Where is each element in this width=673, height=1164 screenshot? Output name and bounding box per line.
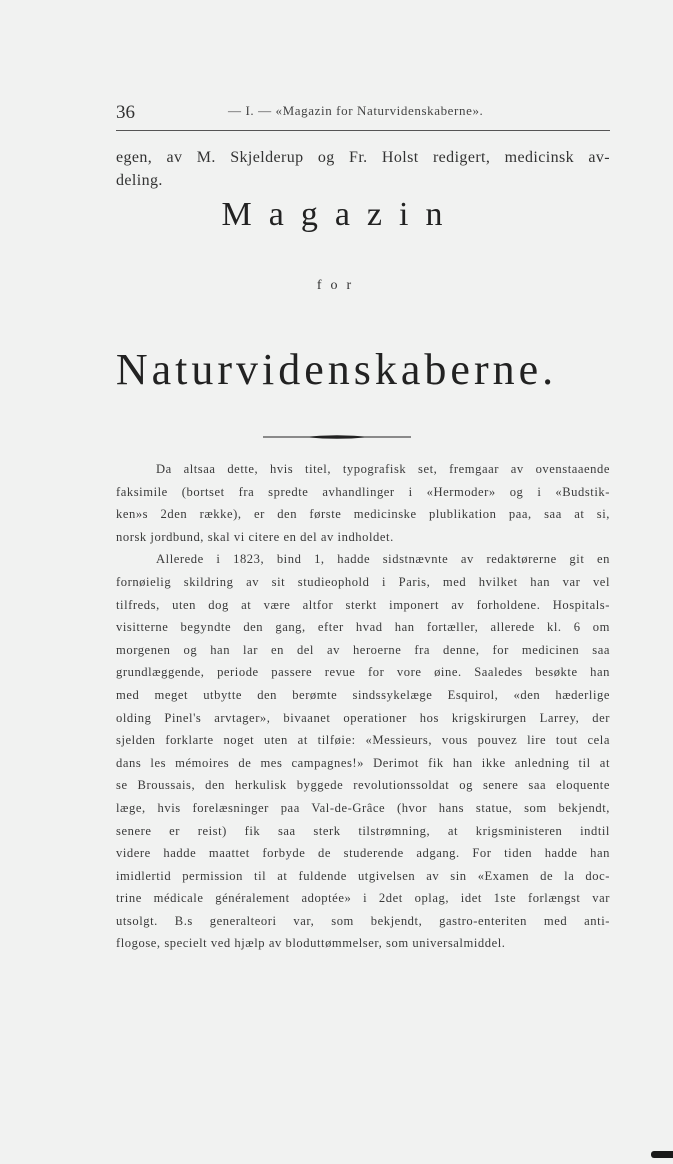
text-line: dans les mémoires de mes campagnes!» Derimot fik han ikke anledning til at xyxy=(116,755,610,770)
text-line: tilfreds, uten dog at være altfor sterkt imponert av forholdene. Hospitals- xyxy=(116,597,610,612)
facsimile-title-naturvidenskaberne: Naturvidenskaberne. xyxy=(115,345,558,394)
running-title: — I. — «Magazin for Naturvidenskaberne». xyxy=(228,103,484,118)
intro-line: egen, av M. Skjelderup og Fr. Holst redigert, medicinsk av- xyxy=(116,149,610,166)
facsimile-title-magazin: Magazin xyxy=(221,196,460,233)
intro-text xyxy=(116,146,610,192)
text-line: Allerede i 1823, bind 1, hadde sidstnævnte av redaktørerne git en xyxy=(156,552,610,567)
page-number: 36 xyxy=(116,102,135,123)
ornamental-rule xyxy=(263,435,411,439)
text-line: sjelden forklarte noget uten at tilføie: «Messieurs, vous pouvez lire tout cela xyxy=(116,733,610,748)
text-line: videre hadde maattet forbyde de studerende adgang. For tiden hadde han xyxy=(116,846,610,861)
text-line: imidlertid permission til at fuldende utgivelsen av sin «Examen de la doc- xyxy=(116,868,610,883)
text-line: grundlæggende, periode passere revue for vore øine. Saaledes besøkte han xyxy=(116,665,610,680)
text-line: norsk jordbund, skal vi citere en del av indholdet. xyxy=(116,529,394,544)
text-line: flogose, specielt ved hjælp av bloduttømmelser, som universalmiddel. xyxy=(116,936,506,951)
text-line: utsolgt. B.s generalteori var, som bekjendt, gastro-enteriten med anti- xyxy=(116,913,610,928)
text-line: fornøielig skildring av sit studieophold i Paris, med hvilket han var vel xyxy=(116,574,610,589)
text-line: visitterne begyndte den gang, efter hvad han fortæller, allerede kl. 6 om xyxy=(116,620,610,635)
text-line: med meget utbytte den berømte sindssykelæge Esquirol, «den hæderlige xyxy=(116,687,610,702)
text-line: senere er reist) fik saa sterk tilstrømning, at krigsministeren indtil xyxy=(116,823,610,838)
text-line: morgenen og han lar en del av heroerne fra denne, for medicinen saa xyxy=(116,642,610,657)
text-line: Da altsaa dette, hvis titel, typografisk set, fremgaar av ovenstaaende xyxy=(156,462,610,476)
facsimile-title-for: for xyxy=(316,278,361,293)
text-line: læge, hvis forelæsninger paa Val-de-Grâce (hvor hans statue, som bekjendt, xyxy=(116,800,610,815)
text-line: olding Pinel's arvtager», bivaanet operationer hos krigskirurgen Larrey, der xyxy=(116,710,610,725)
text-line: ken»s 2den række), er den første medicinske plublikation paa, saa at si, xyxy=(116,507,610,522)
page-header xyxy=(116,100,610,131)
text-line: faksimile (bortset fra spredte avhandlinger i «Hermoder» og i «Budstik- xyxy=(116,484,610,499)
body-text xyxy=(116,458,610,955)
text-line: se Broussais, den herkulisk byggede revolutionssoldat og senere saa eloquente xyxy=(116,778,610,793)
text-line: trine médicale généralement adoptée» i 2det oplag, idet 1ste forlængst var xyxy=(116,891,610,906)
scan-edge-mark xyxy=(651,1151,673,1158)
intro-line: deling. xyxy=(116,172,163,189)
